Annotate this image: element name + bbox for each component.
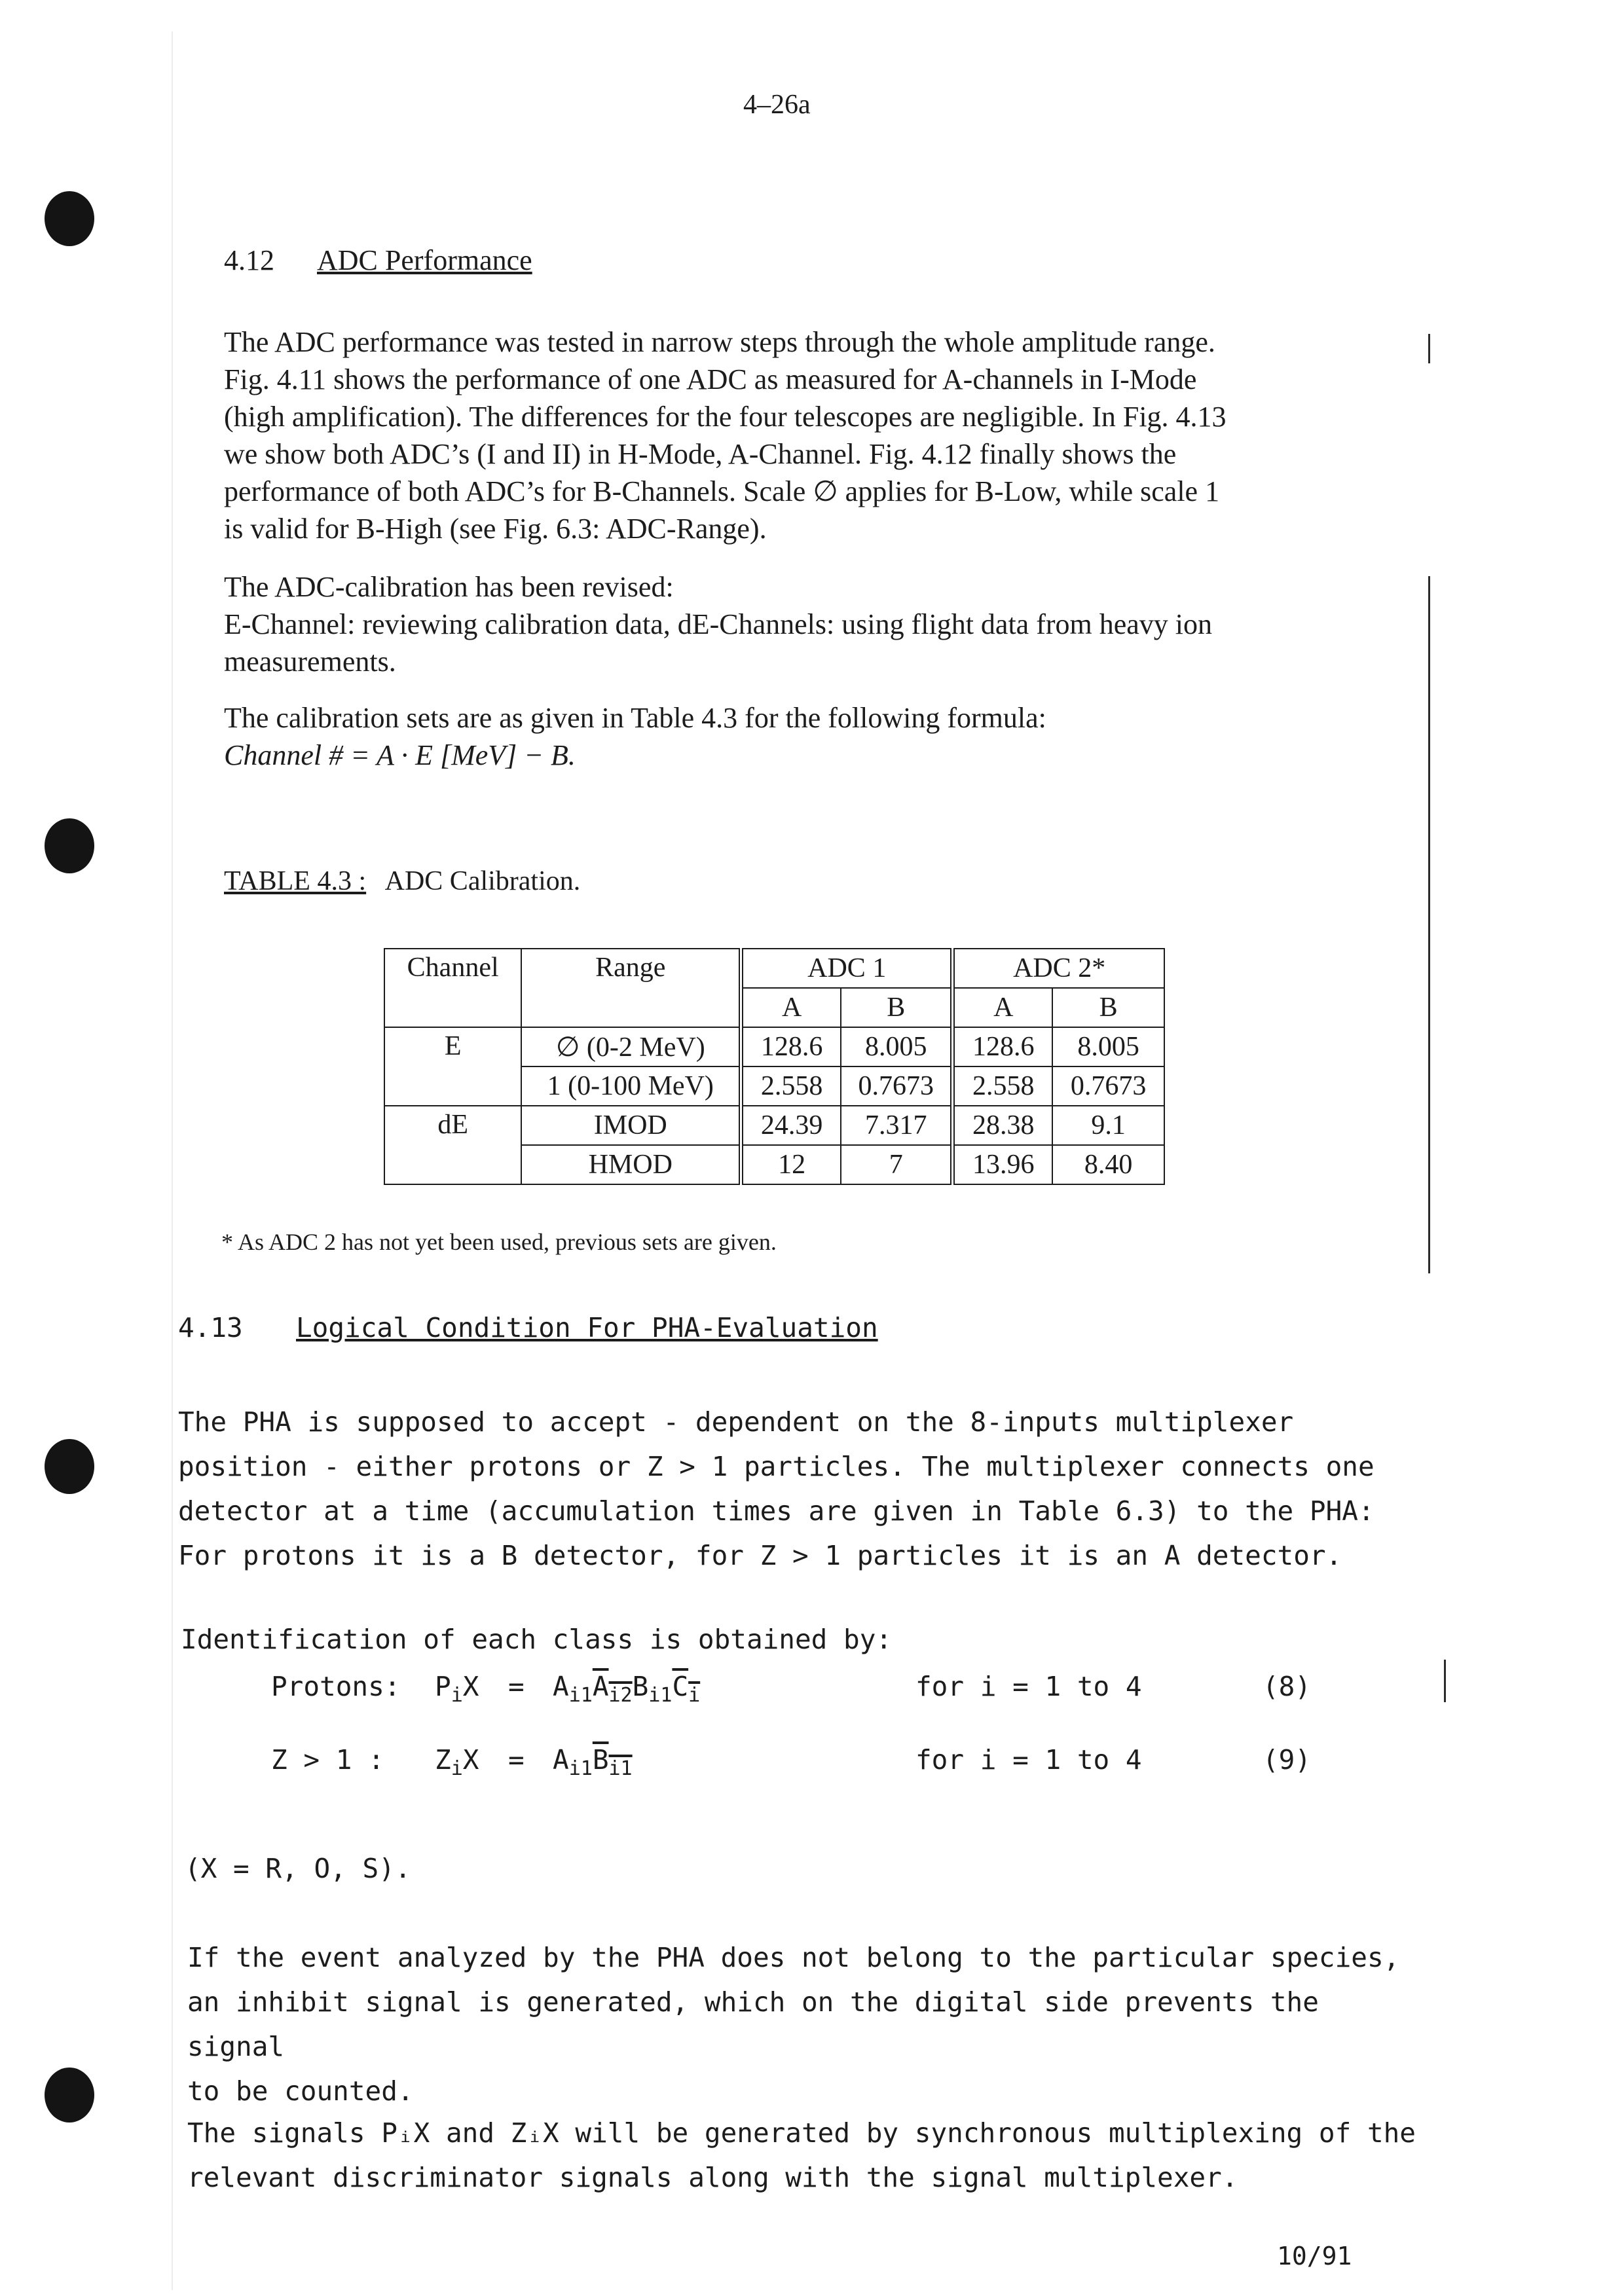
equation-9-number: (9) — [1263, 1744, 1312, 1776]
text-line: detector at a time (accumulation times are given in Table 6.3) to the PHA: — [178, 1495, 1375, 1527]
text-line: If the event analyzed by the PHA does not belong to the particular species, — [187, 1942, 1400, 1973]
cell-range: ∅ (0-2 MeV) — [521, 1027, 741, 1066]
symbol: Z — [435, 1744, 451, 1776]
section-title: ADC Performance — [317, 244, 532, 276]
cell-adc1-a: 24.39 — [741, 1106, 841, 1145]
header-adc1: ADC 1 — [741, 949, 953, 988]
punch-hole — [45, 1439, 94, 1494]
punch-hole — [45, 2068, 94, 2123]
paragraph-calibration-formula — [224, 699, 1416, 774]
negated-term — [592, 1671, 633, 1707]
cell-adc1-b: 8.005 — [841, 1027, 953, 1066]
equation-9-label: Z > 1 : — [271, 1744, 384, 1776]
subscript: i1 — [568, 1757, 593, 1781]
equation-9-equals: = — [508, 1744, 525, 1776]
section-number: 4.13 — [178, 1312, 243, 1343]
cell-adc1-b: 7.317 — [841, 1106, 953, 1145]
subscript: i — [451, 1684, 463, 1707]
paragraph-calibration-revised — [224, 568, 1416, 680]
cell-adc2-b: 0.7673 — [1052, 1066, 1164, 1106]
cell-adc2-a: 13.96 — [953, 1145, 1052, 1184]
equation-8-number: (8) — [1263, 1671, 1312, 1702]
table-caption-label: TABLE 4.3 : — [224, 866, 367, 896]
identification-line: Identification of each class is obtained by: — [181, 1624, 893, 1655]
cell-adc1-b: 0.7673 — [841, 1066, 953, 1106]
paragraph-adc-performance — [224, 323, 1416, 547]
header-adc2: ADC 2* — [953, 949, 1164, 988]
symbol: A — [553, 1744, 569, 1776]
cell-adc2-b: 8.005 — [1052, 1027, 1164, 1066]
text-line: (high amplification). The differences for the four telescopes are negligible. In Fig. 4.13 — [224, 401, 1227, 433]
adc-calibration-table — [384, 948, 1165, 1185]
subscript: i2 — [608, 1684, 633, 1707]
equation-8-rhs — [553, 1671, 700, 1707]
equation-8-condition: for i = 1 to 4 — [915, 1671, 1142, 1702]
cell-adc2-a: 2.558 — [953, 1066, 1052, 1106]
subscript: i — [451, 1757, 463, 1781]
page-footer: 10/91 — [1277, 2242, 1352, 2270]
subscript: i1 — [568, 1684, 593, 1707]
symbol: B — [632, 1671, 649, 1702]
paragraph-pha-accept — [178, 1400, 1422, 1578]
x-definition: (X = R, O, S). — [185, 1853, 411, 1884]
equation-9-condition: for i = 1 to 4 — [915, 1744, 1142, 1776]
cell-adc2-a: 128.6 — [953, 1027, 1052, 1066]
text-line: Fig. 4.11 shows the performance of one ADC as measured for A-channels in I-Mode — [224, 363, 1197, 395]
negated-term — [672, 1671, 701, 1707]
section-number: 4.12 — [224, 244, 274, 276]
paragraph-signal-multiplexing — [187, 2111, 1431, 2200]
table-row — [384, 1027, 1164, 1066]
cell-adc2-b: 9.1 — [1052, 1106, 1164, 1145]
text-line: For protons it is a B detector, for Z > 1 particles it is an A detector. — [178, 1540, 1342, 1571]
header-adc2-b: B — [1052, 988, 1164, 1027]
header-range: Range — [521, 949, 741, 1027]
text-line: The PHA is supposed to accept - dependent on the 8-inputs multiplexer — [178, 1406, 1294, 1438]
symbol: X — [462, 1744, 479, 1776]
equation-8-equals: = — [508, 1671, 525, 1702]
section-title: Logical Condition For PHA-Evaluation — [296, 1312, 878, 1343]
cell-channel: dE — [384, 1106, 521, 1184]
header-adc2-a: A — [953, 988, 1052, 1027]
symbol: A — [553, 1671, 569, 1702]
text-line: is valid for B-High (see Fig. 6.3: ADC-Range). — [224, 513, 767, 545]
cell-adc1-a: 128.6 — [741, 1027, 841, 1066]
table-row — [384, 1106, 1164, 1145]
symbol: A — [592, 1671, 609, 1702]
equation-9-lhs — [435, 1744, 479, 1780]
cell-range: 1 (0-100 MeV) — [521, 1066, 741, 1106]
page-header: 4–26a — [743, 90, 811, 120]
cell-adc2-a: 28.38 — [953, 1106, 1052, 1145]
symbol: X — [462, 1671, 479, 1702]
equation-8-lhs — [435, 1671, 479, 1707]
text-line: an inhibit signal is generated, which on the digital side prevents the signal — [187, 1986, 1319, 2062]
cell-channel: E — [384, 1027, 521, 1106]
paragraph-inhibit-signal — [187, 1935, 1431, 2113]
symbol: C — [672, 1671, 689, 1702]
table-header-row — [384, 949, 1164, 988]
subscript: i1 — [648, 1684, 673, 1707]
cell-adc1-b: 7 — [841, 1145, 953, 1184]
cell-adc1-a: 2.558 — [741, 1066, 841, 1106]
text-line: The ADC-calibration has been revised: — [224, 571, 674, 603]
header-adc1-a: A — [741, 988, 841, 1027]
cell-range: IMOD — [521, 1106, 741, 1145]
symbol: P — [435, 1671, 451, 1702]
symbol: B — [592, 1744, 609, 1776]
text-line: The ADC performance was tested in narrow steps through the whole amplitude range. — [224, 326, 1215, 358]
subscript: i1 — [608, 1757, 633, 1781]
punch-hole — [45, 818, 94, 873]
equation-9-rhs — [553, 1744, 633, 1780]
cell-range: HMOD — [521, 1145, 741, 1184]
text-line: we show both ADC’s (I and II) in H-Mode, A-Channel. Fig. 4.12 finally shows the — [224, 438, 1177, 470]
text-line: performance of both ADC’s for B-Channels. Scale ∅ applies for B-Low, while scale 1 — [224, 475, 1220, 507]
subscript: i — [688, 1684, 701, 1707]
negated-term — [592, 1744, 633, 1781]
text-line: E-Channel: reviewing calibration data, dE-Channels: using flight data from heavy ion — [224, 608, 1213, 640]
table-footnote: * As ADC 2 has not yet been used, previous sets are given. — [221, 1229, 777, 1255]
text-line: measurements. — [224, 646, 396, 678]
punch-hole — [45, 191, 94, 246]
table-caption — [224, 866, 580, 897]
revision-bar — [1428, 576, 1430, 1273]
text-line: The calibration sets are as given in Table 4.3 for the following formula: — [224, 702, 1046, 734]
cell-adc1-a: 12 — [741, 1145, 841, 1184]
text-line: position - either protons or Z > 1 particles. The multiplexer connects one — [178, 1451, 1375, 1482]
revision-bar — [1428, 334, 1430, 363]
cell-adc2-b: 8.40 — [1052, 1145, 1164, 1184]
header-adc1-b: B — [841, 988, 953, 1027]
text-line: relevant discriminator signals along with the signal multiplexer. — [187, 2162, 1238, 2193]
revision-bar — [1444, 1660, 1446, 1702]
table-caption-text: ADC Calibration. — [384, 866, 581, 896]
formula-line: Channel # = A · E [MeV] − B. — [224, 739, 576, 771]
text-line: The signals PᵢX and ZᵢX will be generated by synchronous multiplexing of the — [187, 2117, 1416, 2149]
text-line: to be counted. — [187, 2075, 414, 2107]
header-channel: Channel — [384, 949, 521, 1027]
equation-8-label: Protons: — [271, 1671, 401, 1702]
